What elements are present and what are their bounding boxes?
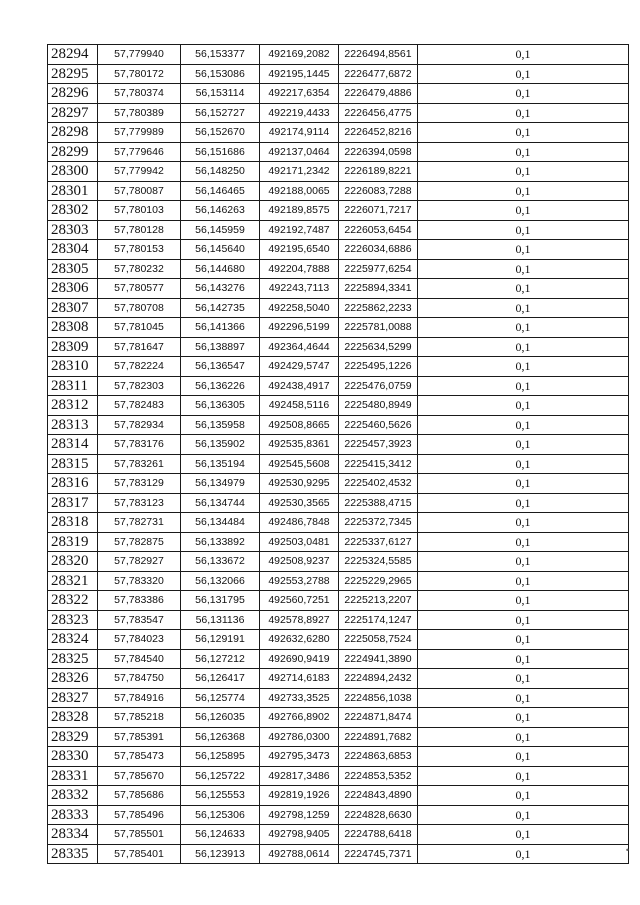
latitude-cell: 57,783261 <box>98 454 181 474</box>
latitude-cell: 57,783129 <box>98 474 181 494</box>
x-coordinate-cell: 492553,2788 <box>260 571 339 591</box>
y-coordinate-cell: 2226053,6454 <box>339 220 418 240</box>
x-coordinate-cell: 492714,6183 <box>260 669 339 689</box>
table-row <box>48 415 629 435</box>
tolerance-cell: 0,1 <box>418 181 629 201</box>
x-coordinate-cell: 492795,3473 <box>260 747 339 767</box>
latitude-cell: 57,783320 <box>98 571 181 591</box>
longitude-cell: 56,132066 <box>181 571 260 591</box>
x-coordinate-cell: 492632,6280 <box>260 630 339 650</box>
tolerance-cell: 0,1 <box>418 844 629 864</box>
point-number-cell: 28315 <box>48 454 98 474</box>
x-coordinate-cell: 492530,3565 <box>260 493 339 513</box>
latitude-cell: 57,785496 <box>98 805 181 825</box>
table-row <box>48 610 629 630</box>
longitude-cell: 56,152670 <box>181 123 260 143</box>
point-number-cell: 28312 <box>48 396 98 416</box>
tolerance-cell: 0,1 <box>418 298 629 318</box>
table-row <box>48 844 629 864</box>
x-coordinate-cell: 492429,5747 <box>260 357 339 377</box>
longitude-cell: 56,126368 <box>181 727 260 747</box>
tolerance-cell: 0,1 <box>418 435 629 455</box>
table-row <box>48 162 629 182</box>
y-coordinate-cell: 2224941,3890 <box>339 649 418 669</box>
x-coordinate-cell: 492189,8575 <box>260 201 339 221</box>
y-coordinate-cell: 2225862,2233 <box>339 298 418 318</box>
longitude-cell: 56,135902 <box>181 435 260 455</box>
y-coordinate-cell: 2226479,4886 <box>339 84 418 104</box>
y-coordinate-cell: 2225977,6254 <box>339 259 418 279</box>
tolerance-cell: 0,1 <box>418 474 629 494</box>
tolerance-cell: 0,1 <box>418 357 629 377</box>
tolerance-cell: 0,1 <box>418 610 629 630</box>
y-coordinate-cell: 2225457,3923 <box>339 435 418 455</box>
x-coordinate-cell: 492258,5040 <box>260 298 339 318</box>
table-row <box>48 259 629 279</box>
longitude-cell: 56,136226 <box>181 376 260 396</box>
x-coordinate-cell: 492788,0614 <box>260 844 339 864</box>
tolerance-cell: 0,1 <box>418 64 629 84</box>
x-coordinate-cell: 492508,9237 <box>260 552 339 572</box>
table-row <box>48 825 629 845</box>
tolerance-cell: 0,1 <box>418 825 629 845</box>
point-number-cell: 28322 <box>48 591 98 611</box>
y-coordinate-cell: 2226071,7217 <box>339 201 418 221</box>
latitude-cell: 57,780577 <box>98 279 181 299</box>
table-row <box>48 45 629 65</box>
longitude-cell: 56,143276 <box>181 279 260 299</box>
tolerance-cell: 0,1 <box>418 201 629 221</box>
tolerance-cell: 0,1 <box>418 805 629 825</box>
point-number-cell: 28300 <box>48 162 98 182</box>
table-row <box>48 240 629 260</box>
x-coordinate-cell: 492690,9419 <box>260 649 339 669</box>
y-coordinate-cell: 2225372,7345 <box>339 513 418 533</box>
table-row <box>48 201 629 221</box>
tolerance-cell: 0,1 <box>418 708 629 728</box>
tolerance-cell: 0,1 <box>418 337 629 357</box>
table-row <box>48 474 629 494</box>
longitude-cell: 56,124633 <box>181 825 260 845</box>
x-coordinate-cell: 492219,4433 <box>260 103 339 123</box>
latitude-cell: 57,785401 <box>98 844 181 864</box>
longitude-cell: 56,146465 <box>181 181 260 201</box>
x-coordinate-cell: 492545,5608 <box>260 454 339 474</box>
longitude-cell: 56,131136 <box>181 610 260 630</box>
table-row <box>48 123 629 143</box>
x-coordinate-cell: 492733,3525 <box>260 688 339 708</box>
longitude-cell: 56,126417 <box>181 669 260 689</box>
table-row <box>48 708 629 728</box>
point-number-cell: 28302 <box>48 201 98 221</box>
x-coordinate-cell: 492560,7251 <box>260 591 339 611</box>
table-row <box>48 396 629 416</box>
longitude-cell: 56,138897 <box>181 337 260 357</box>
tolerance-cell: 0,1 <box>418 103 629 123</box>
x-coordinate-cell: 492819,1926 <box>260 786 339 806</box>
tolerance-cell: 0,1 <box>418 396 629 416</box>
latitude-cell: 57,784540 <box>98 649 181 669</box>
point-number-cell: 28335 <box>48 844 98 864</box>
y-coordinate-cell: 2225781,0088 <box>339 318 418 338</box>
longitude-cell: 56,125774 <box>181 688 260 708</box>
x-coordinate-cell: 492195,6540 <box>260 240 339 260</box>
longitude-cell: 56,133672 <box>181 552 260 572</box>
tolerance-cell: 0,1 <box>418 649 629 669</box>
table-row <box>48 591 629 611</box>
point-number-cell: 28316 <box>48 474 98 494</box>
table-row <box>48 279 629 299</box>
tolerance-cell: 0,1 <box>418 513 629 533</box>
table-row <box>48 513 629 533</box>
table-row <box>48 64 629 84</box>
longitude-cell: 56,145640 <box>181 240 260 260</box>
point-number-cell: 28307 <box>48 298 98 318</box>
y-coordinate-cell: 2225229,2965 <box>339 571 418 591</box>
tolerance-cell: 0,1 <box>418 630 629 650</box>
y-coordinate-cell: 2226477,6872 <box>339 64 418 84</box>
point-number-cell: 28326 <box>48 669 98 689</box>
tolerance-cell: 0,1 <box>418 45 629 65</box>
y-coordinate-cell: 2225174,1247 <box>339 610 418 630</box>
y-coordinate-cell: 2226189,8221 <box>339 162 418 182</box>
y-coordinate-cell: 2225058,7524 <box>339 630 418 650</box>
y-coordinate-cell: 2225894,3341 <box>339 279 418 299</box>
latitude-cell: 57,782927 <box>98 552 181 572</box>
table-row <box>48 493 629 513</box>
point-number-cell: 28306 <box>48 279 98 299</box>
tolerance-cell: 0,1 <box>418 727 629 747</box>
scan-speck: • <box>625 846 630 855</box>
longitude-cell: 56,148250 <box>181 162 260 182</box>
latitude-cell: 57,784916 <box>98 688 181 708</box>
latitude-cell: 57,780232 <box>98 259 181 279</box>
latitude-cell: 57,779989 <box>98 123 181 143</box>
table-row <box>48 766 629 786</box>
tolerance-cell: 0,1 <box>418 591 629 611</box>
y-coordinate-cell: 2224853,5352 <box>339 766 418 786</box>
point-number-cell: 28295 <box>48 64 98 84</box>
x-coordinate-cell: 492169,2082 <box>260 45 339 65</box>
table-row <box>48 181 629 201</box>
table-row <box>48 220 629 240</box>
y-coordinate-cell: 2224871,8474 <box>339 708 418 728</box>
y-coordinate-cell: 2225495,1226 <box>339 357 418 377</box>
table-row <box>48 747 629 767</box>
x-coordinate-cell: 492503,0481 <box>260 532 339 552</box>
tolerance-cell: 0,1 <box>418 240 629 260</box>
latitude-cell: 57,780087 <box>98 181 181 201</box>
latitude-cell: 57,783547 <box>98 610 181 630</box>
tolerance-cell: 0,1 <box>418 162 629 182</box>
longitude-cell: 56,153114 <box>181 84 260 104</box>
y-coordinate-cell: 2224745,7371 <box>339 844 418 864</box>
latitude-cell: 57,780103 <box>98 201 181 221</box>
x-coordinate-cell: 492174,9114 <box>260 123 339 143</box>
point-number-cell: 28305 <box>48 259 98 279</box>
table-row <box>48 669 629 689</box>
latitude-cell: 57,782224 <box>98 357 181 377</box>
point-number-cell: 28310 <box>48 357 98 377</box>
tolerance-cell: 0,1 <box>418 571 629 591</box>
longitude-cell: 56,145959 <box>181 220 260 240</box>
longitude-cell: 56,144680 <box>181 259 260 279</box>
y-coordinate-cell: 2225476,0759 <box>339 376 418 396</box>
longitude-cell: 56,133892 <box>181 532 260 552</box>
y-coordinate-cell: 2224863,6853 <box>339 747 418 767</box>
point-number-cell: 28311 <box>48 376 98 396</box>
table-row <box>48 84 629 104</box>
longitude-cell: 56,153377 <box>181 45 260 65</box>
point-number-cell: 28323 <box>48 610 98 630</box>
point-number-cell: 28294 <box>48 45 98 65</box>
x-coordinate-cell: 492530,9295 <box>260 474 339 494</box>
coordinates-table-body <box>48 45 629 864</box>
longitude-cell: 56,131795 <box>181 591 260 611</box>
x-coordinate-cell: 492137,0464 <box>260 142 339 162</box>
latitude-cell: 57,782483 <box>98 396 181 416</box>
tolerance-cell: 0,1 <box>418 123 629 143</box>
y-coordinate-cell: 2225213,2207 <box>339 591 418 611</box>
y-coordinate-cell: 2226083,7288 <box>339 181 418 201</box>
x-coordinate-cell: 492798,9405 <box>260 825 339 845</box>
x-coordinate-cell: 492786,0300 <box>260 727 339 747</box>
longitude-cell: 56,151686 <box>181 142 260 162</box>
point-number-cell: 28299 <box>48 142 98 162</box>
x-coordinate-cell: 492195,1445 <box>260 64 339 84</box>
point-number-cell: 28308 <box>48 318 98 338</box>
latitude-cell: 57,783123 <box>98 493 181 513</box>
longitude-cell: 56,134744 <box>181 493 260 513</box>
point-number-cell: 28329 <box>48 727 98 747</box>
point-number-cell: 28328 <box>48 708 98 728</box>
y-coordinate-cell: 2225388,4715 <box>339 493 418 513</box>
table-row <box>48 435 629 455</box>
longitude-cell: 56,142735 <box>181 298 260 318</box>
tolerance-cell: 0,1 <box>418 532 629 552</box>
y-coordinate-cell: 2224843,4890 <box>339 786 418 806</box>
longitude-cell: 56,127212 <box>181 649 260 669</box>
latitude-cell: 57,784750 <box>98 669 181 689</box>
x-coordinate-cell: 492188,0065 <box>260 181 339 201</box>
point-number-cell: 28298 <box>48 123 98 143</box>
x-coordinate-cell: 492578,8927 <box>260 610 339 630</box>
point-number-cell: 28319 <box>48 532 98 552</box>
latitude-cell: 57,779942 <box>98 162 181 182</box>
latitude-cell: 57,780153 <box>98 240 181 260</box>
y-coordinate-cell: 2225415,3412 <box>339 454 418 474</box>
y-coordinate-cell: 2224891,7682 <box>339 727 418 747</box>
x-coordinate-cell: 492204,7888 <box>260 259 339 279</box>
latitude-cell: 57,785686 <box>98 786 181 806</box>
latitude-cell: 57,783176 <box>98 435 181 455</box>
x-coordinate-cell: 492508,8665 <box>260 415 339 435</box>
table-row <box>48 318 629 338</box>
y-coordinate-cell: 2225337,6127 <box>339 532 418 552</box>
latitude-cell: 57,785473 <box>98 747 181 767</box>
table-row <box>48 532 629 552</box>
longitude-cell: 56,136547 <box>181 357 260 377</box>
table-row <box>48 376 629 396</box>
point-number-cell: 28317 <box>48 493 98 513</box>
point-number-cell: 28324 <box>48 630 98 650</box>
latitude-cell: 57,781045 <box>98 318 181 338</box>
y-coordinate-cell: 2224828,6630 <box>339 805 418 825</box>
longitude-cell: 56,134979 <box>181 474 260 494</box>
tolerance-cell: 0,1 <box>418 747 629 767</box>
x-coordinate-cell: 492364,4644 <box>260 337 339 357</box>
x-coordinate-cell: 492243,7113 <box>260 279 339 299</box>
tolerance-cell: 0,1 <box>418 415 629 435</box>
point-number-cell: 28297 <box>48 103 98 123</box>
table-row <box>48 142 629 162</box>
longitude-cell: 56,153086 <box>181 64 260 84</box>
x-coordinate-cell: 492486,7848 <box>260 513 339 533</box>
tolerance-cell: 0,1 <box>418 259 629 279</box>
table-row <box>48 727 629 747</box>
longitude-cell: 56,123913 <box>181 844 260 864</box>
x-coordinate-cell: 492535,8361 <box>260 435 339 455</box>
point-number-cell: 28318 <box>48 513 98 533</box>
tolerance-cell: 0,1 <box>418 142 629 162</box>
point-number-cell: 28313 <box>48 415 98 435</box>
longitude-cell: 56,125553 <box>181 786 260 806</box>
point-number-cell: 28330 <box>48 747 98 767</box>
tolerance-cell: 0,1 <box>418 669 629 689</box>
table-row <box>48 298 629 318</box>
table-row <box>48 786 629 806</box>
y-coordinate-cell: 2226034,6886 <box>339 240 418 260</box>
longitude-cell: 56,135194 <box>181 454 260 474</box>
latitude-cell: 57,783386 <box>98 591 181 611</box>
point-number-cell: 28334 <box>48 825 98 845</box>
tolerance-cell: 0,1 <box>418 220 629 240</box>
x-coordinate-cell: 492817,3486 <box>260 766 339 786</box>
y-coordinate-cell: 2225480,8949 <box>339 396 418 416</box>
y-coordinate-cell: 2225402,4532 <box>339 474 418 494</box>
y-coordinate-cell: 2226452,8216 <box>339 123 418 143</box>
latitude-cell: 57,785218 <box>98 708 181 728</box>
point-number-cell: 28320 <box>48 552 98 572</box>
y-coordinate-cell: 2225460,5626 <box>339 415 418 435</box>
point-number-cell: 28333 <box>48 805 98 825</box>
x-coordinate-cell: 492171,2342 <box>260 162 339 182</box>
tolerance-cell: 0,1 <box>418 454 629 474</box>
longitude-cell: 56,125895 <box>181 747 260 767</box>
tolerance-cell: 0,1 <box>418 318 629 338</box>
coordinates-table <box>47 44 629 864</box>
y-coordinate-cell: 2226494,8561 <box>339 45 418 65</box>
y-coordinate-cell: 2224788,6418 <box>339 825 418 845</box>
y-coordinate-cell: 2225324,5585 <box>339 552 418 572</box>
x-coordinate-cell: 492458,5116 <box>260 396 339 416</box>
table-row <box>48 337 629 357</box>
y-coordinate-cell: 2226394,0598 <box>339 142 418 162</box>
latitude-cell: 57,780374 <box>98 84 181 104</box>
longitude-cell: 56,136305 <box>181 396 260 416</box>
longitude-cell: 56,129191 <box>181 630 260 650</box>
latitude-cell: 57,785391 <box>98 727 181 747</box>
latitude-cell: 57,779646 <box>98 142 181 162</box>
tolerance-cell: 0,1 <box>418 376 629 396</box>
tolerance-cell: 0,1 <box>418 493 629 513</box>
point-number-cell: 28314 <box>48 435 98 455</box>
x-coordinate-cell: 492296,5199 <box>260 318 339 338</box>
latitude-cell: 57,782934 <box>98 415 181 435</box>
table-row <box>48 103 629 123</box>
longitude-cell: 56,126035 <box>181 708 260 728</box>
y-coordinate-cell: 2224894,2432 <box>339 669 418 689</box>
table-row <box>48 571 629 591</box>
table-row <box>48 649 629 669</box>
point-number-cell: 28331 <box>48 766 98 786</box>
latitude-cell: 57,782303 <box>98 376 181 396</box>
latitude-cell: 57,784023 <box>98 630 181 650</box>
latitude-cell: 57,782875 <box>98 532 181 552</box>
tolerance-cell: 0,1 <box>418 552 629 572</box>
longitude-cell: 56,134484 <box>181 513 260 533</box>
latitude-cell: 57,780128 <box>98 220 181 240</box>
latitude-cell: 57,779940 <box>98 45 181 65</box>
longitude-cell: 56,152727 <box>181 103 260 123</box>
longitude-cell: 56,125306 <box>181 805 260 825</box>
point-number-cell: 28304 <box>48 240 98 260</box>
tolerance-cell: 0,1 <box>418 279 629 299</box>
latitude-cell: 57,780389 <box>98 103 181 123</box>
x-coordinate-cell: 492217,6354 <box>260 84 339 104</box>
longitude-cell: 56,146263 <box>181 201 260 221</box>
y-coordinate-cell: 2225634,5299 <box>339 337 418 357</box>
tolerance-cell: 0,1 <box>418 786 629 806</box>
table-row <box>48 630 629 650</box>
x-coordinate-cell: 492766,8902 <box>260 708 339 728</box>
latitude-cell: 57,785501 <box>98 825 181 845</box>
table-row <box>48 688 629 708</box>
longitude-cell: 56,125722 <box>181 766 260 786</box>
latitude-cell: 57,782731 <box>98 513 181 533</box>
latitude-cell: 57,780172 <box>98 64 181 84</box>
point-number-cell: 28296 <box>48 84 98 104</box>
x-coordinate-cell: 492798,1259 <box>260 805 339 825</box>
latitude-cell: 57,780708 <box>98 298 181 318</box>
table-row <box>48 454 629 474</box>
point-number-cell: 28327 <box>48 688 98 708</box>
point-number-cell: 28321 <box>48 571 98 591</box>
point-number-cell: 28301 <box>48 181 98 201</box>
latitude-cell: 57,781647 <box>98 337 181 357</box>
x-coordinate-cell: 492192,7487 <box>260 220 339 240</box>
point-number-cell: 28303 <box>48 220 98 240</box>
table-row <box>48 805 629 825</box>
point-number-cell: 28325 <box>48 649 98 669</box>
tolerance-cell: 0,1 <box>418 688 629 708</box>
tolerance-cell: 0,1 <box>418 84 629 104</box>
table-row <box>48 552 629 572</box>
point-number-cell: 28332 <box>48 786 98 806</box>
longitude-cell: 56,135958 <box>181 415 260 435</box>
y-coordinate-cell: 2226456,4775 <box>339 103 418 123</box>
tolerance-cell: 0,1 <box>418 766 629 786</box>
longitude-cell: 56,141366 <box>181 318 260 338</box>
table-row <box>48 357 629 377</box>
point-number-cell: 28309 <box>48 337 98 357</box>
x-coordinate-cell: 492438,4917 <box>260 376 339 396</box>
latitude-cell: 57,785670 <box>98 766 181 786</box>
y-coordinate-cell: 2224856,1038 <box>339 688 418 708</box>
